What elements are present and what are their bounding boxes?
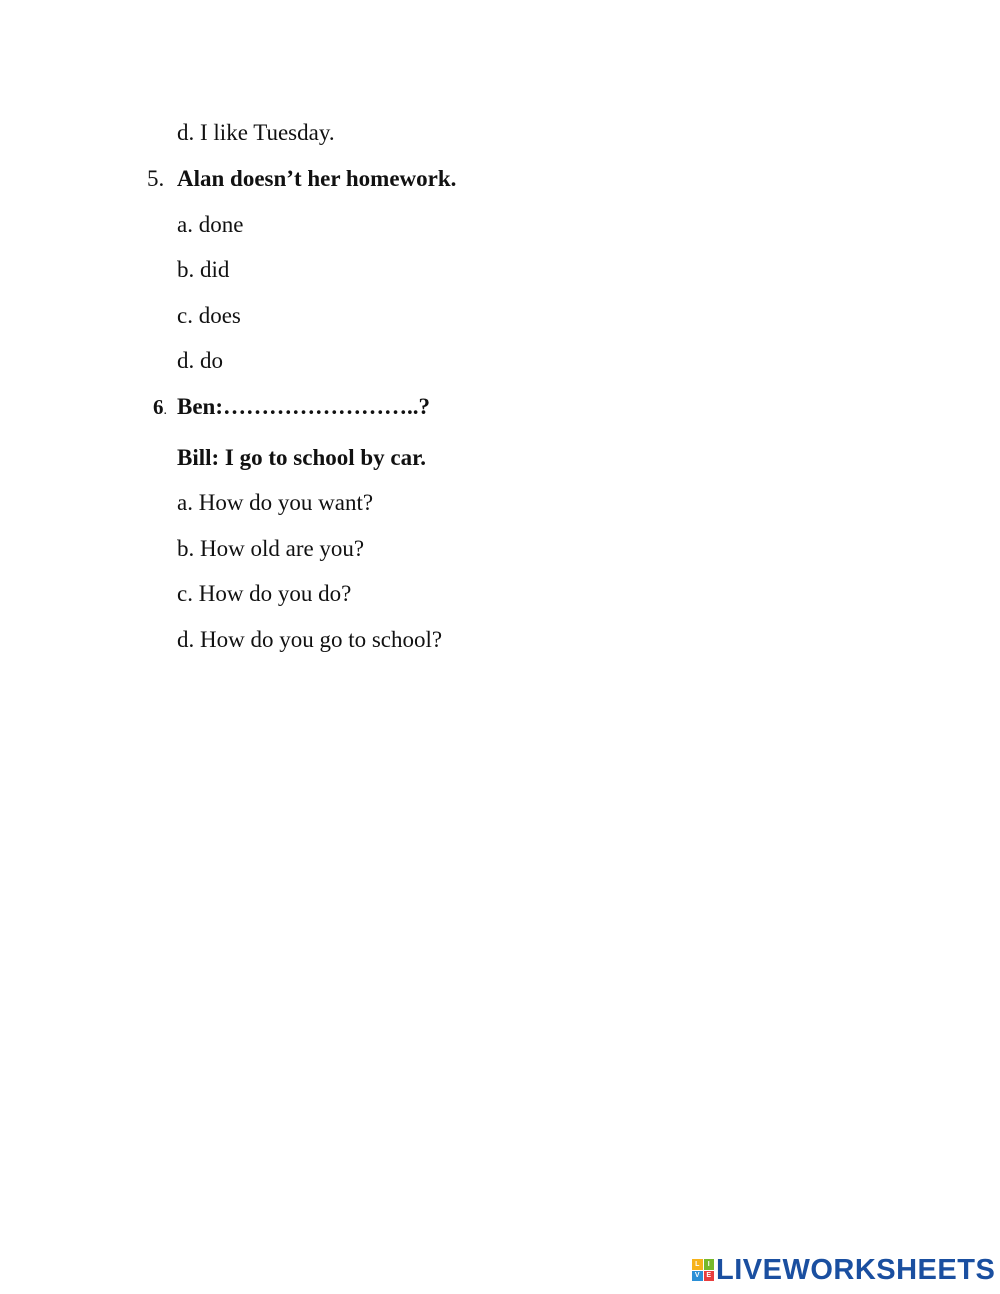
question-5-option-b[interactable]: b. did [177,257,230,282]
prev-option-d: d. I like Tuesday. [177,120,335,145]
logo-text: LIVEWORKSHEETS [716,1253,996,1286]
question-5-option-a[interactable]: a. done [177,212,244,237]
logo-mark-e: E [704,1271,715,1282]
question-6-option-a[interactable]: a. How do you want? [177,490,374,515]
logo-mark-icon [692,1259,714,1281]
question-5-number: 5. [147,166,165,191]
question-5-text: Alan doesn’t her homework. [177,166,457,191]
logo-mark-l: L [692,1259,703,1270]
question-5-option-c[interactable]: c. does [177,303,241,328]
question-5-option-d[interactable]: d. do [177,348,223,373]
question-6-option-c[interactable]: c. How do you do? [177,581,352,606]
question-6-option-d[interactable]: d. How do you go to school? [177,627,443,652]
logo-mark-i: I [704,1259,715,1270]
question-6-number-digit: 6 [153,395,164,419]
liveworksheets-logo [692,1254,995,1286]
question-6-number-dot: . [163,403,167,418]
question-6-option-b[interactable]: b. How old are you? [177,536,365,561]
question-6-text: Ben:……………………..? [177,394,430,419]
question-6-answer-line: Bill: I go to school by car. [177,445,426,470]
question-6-number [153,393,167,425]
logo-mark-v: V [692,1271,703,1282]
